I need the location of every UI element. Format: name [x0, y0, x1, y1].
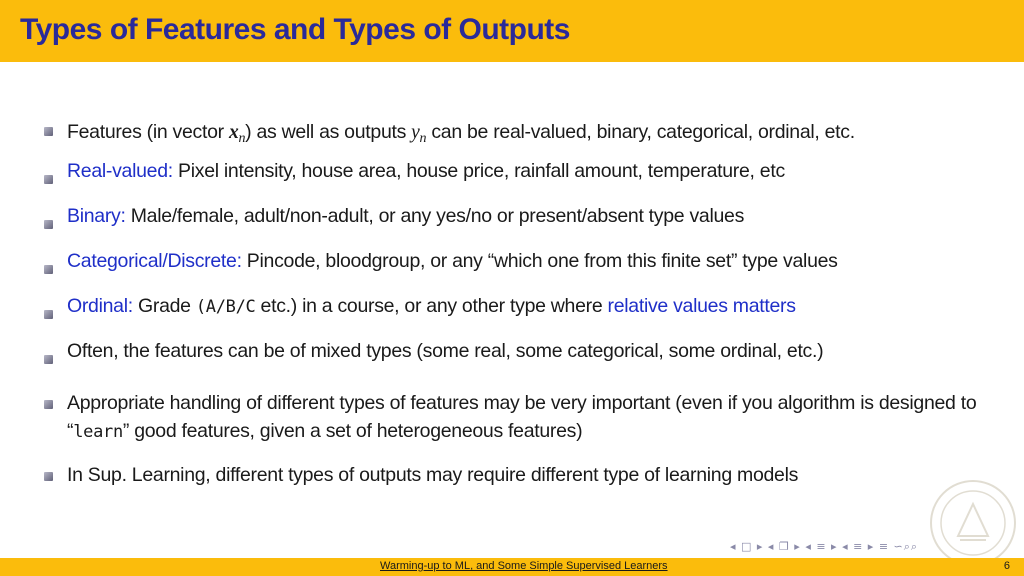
text-segment: can be real-valued, binary, categorical, ordinal, etc.: [426, 121, 855, 143]
bullet-text: Male/female, adult/non-adult, or any yes/no or present/absent type values: [125, 205, 745, 227]
bullet-icon: [44, 400, 53, 409]
text-segment: ” good features, given a set of heterogeneous features): [122, 420, 583, 442]
university-seal-icon: [928, 478, 1018, 568]
slide-title: Types of Features and Types of Outputs: [20, 13, 570, 46]
bullet-icon: [44, 175, 53, 184]
bullet-icon: [44, 127, 53, 136]
bullet-icon: [44, 265, 53, 274]
bullet-binary: [67, 202, 1002, 230]
learn-text: learn: [73, 422, 123, 442]
text-segment: ) as well as outputs: [245, 121, 412, 143]
text-segment: Features (in vector: [67, 121, 229, 143]
footer-title-link[interactable]: Warming-up to ML, and Some Simple Supervised Learners: [380, 560, 668, 572]
bullet-label: Ordinal:: [67, 295, 133, 317]
text-segment: Appropriate handling of different types of features may be very important (even if you algorithm is designed to “: [67, 392, 977, 442]
bullet-label: Real-valued:: [67, 160, 173, 182]
bullet-ordinal: [67, 292, 1002, 321]
grade-text: (A/B/C: [195, 297, 256, 317]
bullet-categorical: [67, 247, 1002, 275]
bullet-icon: [44, 355, 53, 364]
bullet-sup-learning: [67, 461, 1002, 489]
math-sub-n: n: [419, 131, 427, 146]
math-sub-n: n: [238, 131, 246, 146]
math-y: y: [411, 122, 420, 143]
bullet-label: Categorical/Discrete:: [67, 250, 242, 272]
bullet-text: Pincode, bloodgroup, or any “which one from this finite set” type values: [241, 250, 838, 272]
bullet-text: In Sup. Learning, different types of outputs may require different type of learning models: [67, 464, 799, 486]
highlight-text: relative values matters: [607, 295, 796, 317]
bullet-icon: [44, 472, 53, 481]
text-segment: Grade: [132, 295, 196, 317]
bullet-real-valued: [67, 157, 1002, 185]
bullet-text: Pixel intensity, house area, house price, rainfall amount, temperature, etc: [172, 160, 785, 182]
bullet-handling: [67, 389, 1002, 446]
math-x: x: [228, 122, 239, 143]
beamer-navigation-icons[interactable]: ◂ □ ▸ ◂ ❐ ▸ ◂ ≡ ▸ ◂ ≡ ▸ ≡ ∽⌕⌕: [730, 540, 919, 553]
page-number: 6: [1003, 560, 1010, 572]
footer-bar: [0, 558, 1024, 576]
bullet-label: Binary:: [67, 205, 126, 227]
bullet-icon: [44, 220, 53, 229]
bullet-mixed-types: [67, 337, 1002, 365]
bullet-text: Often, the features can be of mixed types (some real, some categorical, some ordinal, etc.): [67, 340, 824, 362]
bullet-icon: [44, 310, 53, 319]
bullet-features-outputs: [67, 118, 1002, 149]
text-segment: etc.) in a course, or any other type where: [255, 295, 608, 317]
